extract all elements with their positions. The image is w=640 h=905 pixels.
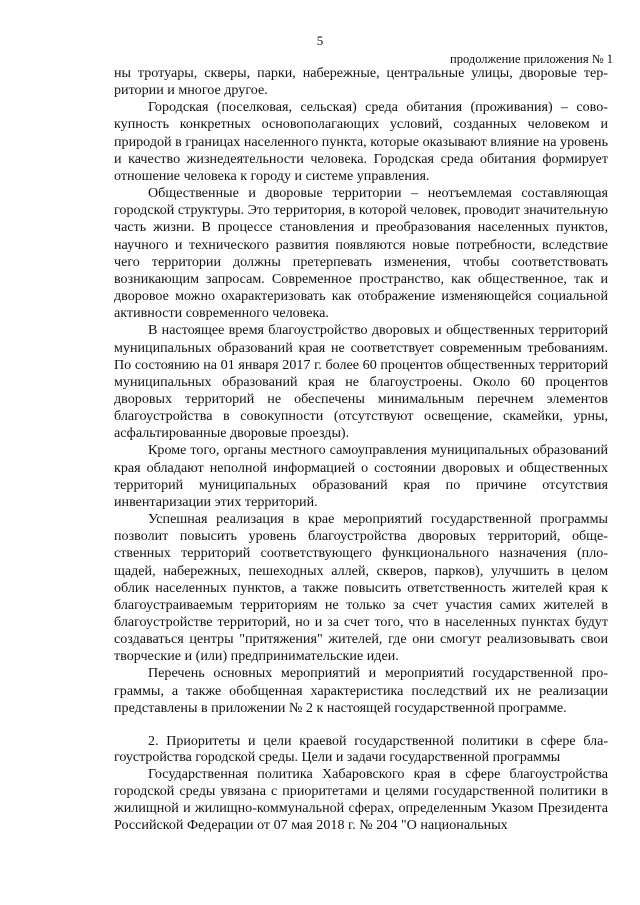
paragraph-public-territories: Общественные и дворовые территории – неотъемлемая составляющая городской структуры. Это территория, в которой человек, проводит значительную часть жизни. В процессе становления и преобразования населенных пунктов, научного и технического развития появляются новые потребности, вследствие чего территории должны претерпевать изменения, чтобы соответствовать возникающим запросам. Современное пространство, как общественное, так и дворовое можно охарактеризовать как отображение изменяющейся социальной активности современного человека. — [114, 185, 608, 322]
paragraph-list-of-activities: Перечень основных мероприятий и мероприятий государственной программы, а также обобщенная характеристика последствий их не реализации представлены в приложении № 2 к настоящей государственной программе. — [114, 665, 608, 716]
paragraph-state-policy: Государственная политика Хабаровского края в сфере благоустройства городской среды увязана с приоритетами и целями государственной политики в жилищной и жилищно-коммунальной сферах, определенным Указом Президента Российской Федерации от 07 мая 2018 г. № 204 "О национальных — [114, 765, 608, 834]
paragraph-continuation: ны тротуары, скверы, парки, набережные, центральные улицы, дворовые территории и многое другое. — [114, 65, 608, 99]
section-heading: 2. Приоритеты и цели краевой государственной политики в сфере благоустройства городской среды. Цели и задачи государственной программы — [114, 733, 608, 765]
page-number: 5 — [316, 33, 324, 48]
paragraph-urban-environment: Городская (поселковая, сельская) среда обитания (проживания) – совокупность конкретных основополагающих условий, созданных человеком и природой в границах населенного пункта, которые оказывают влияние на уровень и качество жизнедеятельности человека. Городская среда обитания формирует отношение человека к городу и системе управления. — [114, 99, 608, 184]
paragraph-local-government: Кроме того, органы местного самоуправления муниципальных образований края обладают неполной информацией о состоянии дворовых и общественных территорий муниципальных образований края по причине отсутствия инвентаризации этих территорий. — [114, 442, 608, 510]
appendix-continuation-note: продолжение приложения № 1 — [450, 52, 613, 66]
paragraph-current-state: В настоящее время благоустройство дворовых и общественных территорий муниципальных образований края не соответствует современным требованиям. По состоянию на 01 января 2017 г. более 60 процентов общественных территорий муниципальных образований края не благоустроены. Около 60 процентов дворовых территорий не обеспечены минимальным перечнем элементов благоустройства в совокупности (отсутствуют освещение, скамейки, урны, асфальтированные дворовые проезды). — [114, 322, 608, 442]
paragraph-program-benefits: Успешная реализация в крае мероприятий государственной программы позволит повысить уровень благоустройства дворовых территорий, общественных территорий соответствующего функционального назначения (площадей, набережных, пешеходных аллей, скверов, парков), улучшить в целом облик населенных пунктов, а также повысить ответственность жителей края к благоустраиваемым территориям не только за счет участия самих жителей в благоустройстве территорий, но и за счет того, что в населенных пунктах будут создаваться центры "притяжения" жителей, где они смогут реализовывать свои творческие и (или) предпринимательские идеи. — [114, 511, 608, 665]
document-body — [114, 65, 608, 835]
